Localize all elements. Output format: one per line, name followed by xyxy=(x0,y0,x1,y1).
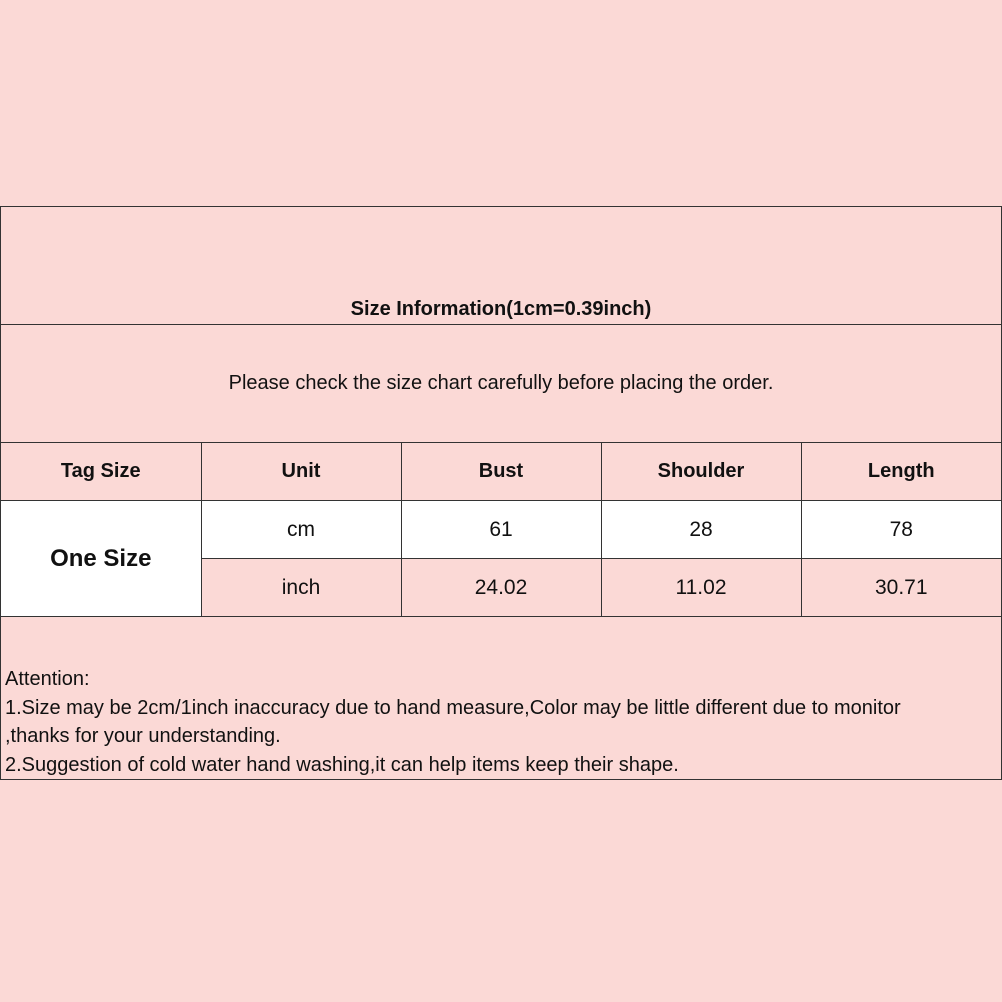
header-length: Length xyxy=(801,443,1001,501)
header-bust: Bust xyxy=(401,443,601,501)
attention-heading: Attention: xyxy=(5,668,90,690)
bust-cell: 24.02 xyxy=(401,559,601,617)
attention-section xyxy=(1,619,1001,779)
tag-size-cell: One Size xyxy=(1,501,201,617)
attention-line-1: 1.Size may be 2cm/1inch inaccuracy due to hand measure,Color may be little different due to monitor xyxy=(5,696,901,719)
length-cell: 78 xyxy=(801,501,1001,559)
order-notice: Please check the size chart carefully before placing the order. xyxy=(228,372,774,394)
attention-line-1-cont: ,thanks for your understanding. xyxy=(5,725,281,747)
shoulder-cell: 11.02 xyxy=(601,559,801,617)
table-row xyxy=(1,501,1001,559)
bust-cell: 61 xyxy=(401,501,601,559)
table-header-row xyxy=(1,443,1001,501)
unit-cell: inch xyxy=(201,559,401,617)
attention-text xyxy=(5,665,991,779)
header-unit: Unit xyxy=(201,443,401,501)
unit-cell: cm xyxy=(201,501,401,559)
size-chart-sheet xyxy=(0,206,1002,780)
notice-row xyxy=(1,325,1001,443)
header-shoulder: Shoulder xyxy=(601,443,801,501)
size-info-title: Size Information(1cm=0.39inch) xyxy=(350,298,652,320)
attention-line-2: 2.Suggestion of cold water hand washing,it can help items keep their shape. xyxy=(5,753,679,776)
header-tag-size: Tag Size xyxy=(1,443,201,501)
length-cell: 30.71 xyxy=(801,559,1001,617)
size-table xyxy=(1,443,1001,617)
shoulder-cell: 28 xyxy=(601,501,801,559)
title-row xyxy=(1,207,1001,325)
